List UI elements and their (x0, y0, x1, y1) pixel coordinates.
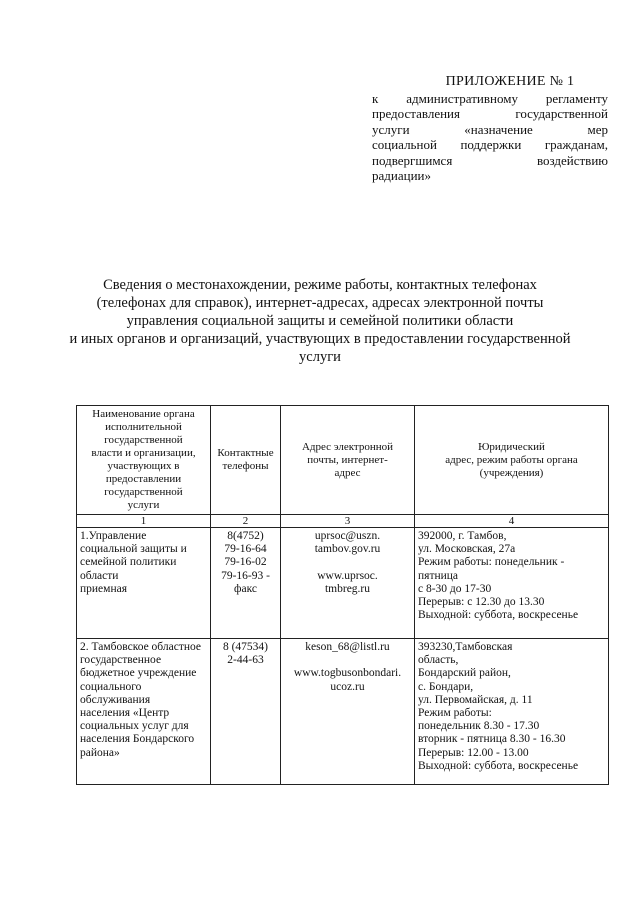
header-line: телефоны (222, 460, 269, 472)
cell-line: Режим работы: (418, 707, 492, 720)
cell-address (415, 639, 609, 785)
cell-line (284, 654, 411, 667)
cell-line: 393230,Тамбовская (418, 641, 513, 653)
cell-line: социального (80, 680, 142, 693)
cell-line: с 8-30 до 17-30 (418, 582, 492, 595)
cell-web (281, 528, 415, 639)
cell-line: 392000, г. Тамбов, (418, 530, 507, 542)
document-title (60, 276, 580, 366)
cell-line: 79-16-93 - (221, 569, 270, 582)
cell-line: ул. Первомайская, д. 11 (418, 693, 533, 706)
header-line: участвующих в (107, 460, 180, 472)
cell-line: 2-44-63 (227, 654, 264, 667)
header-line: услуги (127, 499, 160, 511)
header-line: (учреждения) (479, 466, 544, 479)
appendix-line: к административному регламенту (372, 90, 608, 106)
appendix-line: радиации» (372, 168, 431, 183)
appendix-line: социальной поддержки гражданам, (372, 137, 608, 152)
cell-line: Перерыв: 12.00 - 13.00 (418, 746, 529, 759)
title-line: Сведения о местонахождении, режиме работы, контактных телефонах (103, 277, 537, 293)
cell-line: приемная (80, 582, 127, 595)
appendix-line: предоставления государственной (372, 106, 608, 121)
header-line: почты, интернет- (307, 453, 388, 466)
column-number: 3 (281, 515, 415, 528)
cell-line: области (80, 569, 119, 582)
cell-line: 8(4752) (227, 530, 264, 542)
cell-line: социальной защиты и (80, 543, 187, 556)
cell-line: область, (418, 654, 459, 667)
cell-line (284, 556, 411, 569)
website-link[interactable]: www.togbusonbondari. (293, 667, 402, 680)
email-link[interactable]: uprsoc@uszn. (314, 530, 381, 542)
cell-line: 79-16-64 (224, 543, 267, 556)
website-link[interactable]: www.uprsoc. (317, 569, 378, 582)
title-line: (телефонах для справок), интернет-адресах, адресах электронной почты (96, 295, 544, 311)
appendix-line: услуги «назначение мер (372, 121, 608, 137)
website-link[interactable]: tmbreg.ru (324, 582, 371, 595)
cell-line: Режим работы: понедельник - (418, 556, 565, 569)
header-line: власти и организации, (91, 447, 196, 459)
cell-phones (211, 639, 281, 785)
title-line: и иных органов и организаций, участвующих в предоставлении государственной (69, 331, 571, 347)
cell-line: 79-16-02 (224, 556, 267, 569)
cell-line: района» (80, 746, 120, 759)
header-line: государственной (104, 434, 183, 446)
header-cell-web (281, 406, 415, 515)
header-line: предоставлении (105, 473, 182, 485)
column-number: 2 (211, 515, 281, 528)
cell-line: факс (234, 582, 257, 595)
cell-line: Выходной: суббота, воскресенье (418, 609, 579, 622)
cell-line: 1.Управление (80, 530, 147, 542)
header-line: Юридический (478, 440, 545, 453)
title-line: управления социальной защиты и семейной политики области (126, 313, 514, 329)
cell-line: семейной политики (80, 556, 177, 569)
cell-line: понедельник 8.30 - 17.30 (418, 720, 540, 733)
cell-line: 8 (47534) (222, 641, 269, 653)
header-line: Контактные (217, 447, 274, 459)
cell-line: Выходной: суббота, воскресенье (418, 759, 579, 772)
email-link[interactable]: keson_68@listl.ru (305, 641, 390, 653)
header-cell-name (77, 406, 211, 515)
cell-line: ул. Московская, 27а (418, 543, 516, 556)
cell-line: вторник - пятница 8.30 - 16.30 (418, 733, 566, 746)
cell-line: государственное (80, 654, 162, 667)
cell-line: пятница (418, 569, 459, 582)
appendix-block (372, 74, 608, 184)
table-row (77, 639, 609, 785)
table-header-row (77, 406, 609, 515)
cell-line: населения «Центр (80, 707, 170, 720)
header-cell-address (415, 406, 609, 515)
cell-line: бюджетное учреждение (80, 667, 197, 680)
cell-line: Бондарский район, (418, 667, 511, 680)
appendix-heading: ПРИЛОЖЕНИЕ № 1 (445, 74, 575, 89)
cell-address (415, 528, 609, 639)
column-number: 4 (415, 515, 609, 528)
cell-line: 2. Тамбовское областное (80, 641, 201, 653)
header-cell-phones (211, 406, 281, 515)
title-line: услуги (299, 349, 341, 365)
header-line: Наименование органа (92, 408, 195, 420)
email-link[interactable]: tambov.gov.ru (314, 543, 381, 556)
contacts-table (76, 405, 609, 785)
cell-line: с. Бондари, (418, 680, 474, 693)
cell-line: Перерыв: с 12.30 до 13.30 (418, 596, 545, 609)
website-link[interactable]: ucoz.ru (330, 680, 365, 693)
cell-phones (211, 528, 281, 639)
header-line: государственной (104, 486, 183, 498)
header-line: адрес (334, 466, 361, 479)
cell-line: обслуживания (80, 693, 151, 706)
header-line: исполнительной (105, 421, 182, 433)
cell-line: социальных услуг для (80, 720, 189, 733)
column-number-row (77, 515, 609, 528)
appendix-line: подвергшимся воздействию (372, 152, 608, 168)
header-line: Адрес электронной (301, 440, 394, 453)
header-line: адрес, режим работы органа (445, 453, 578, 466)
cell-line: населения Бондарского (80, 733, 195, 746)
cell-org-name (77, 639, 211, 785)
column-number: 1 (77, 515, 211, 528)
cell-org-name (77, 528, 211, 639)
cell-web (281, 639, 415, 785)
table-row (77, 528, 609, 639)
